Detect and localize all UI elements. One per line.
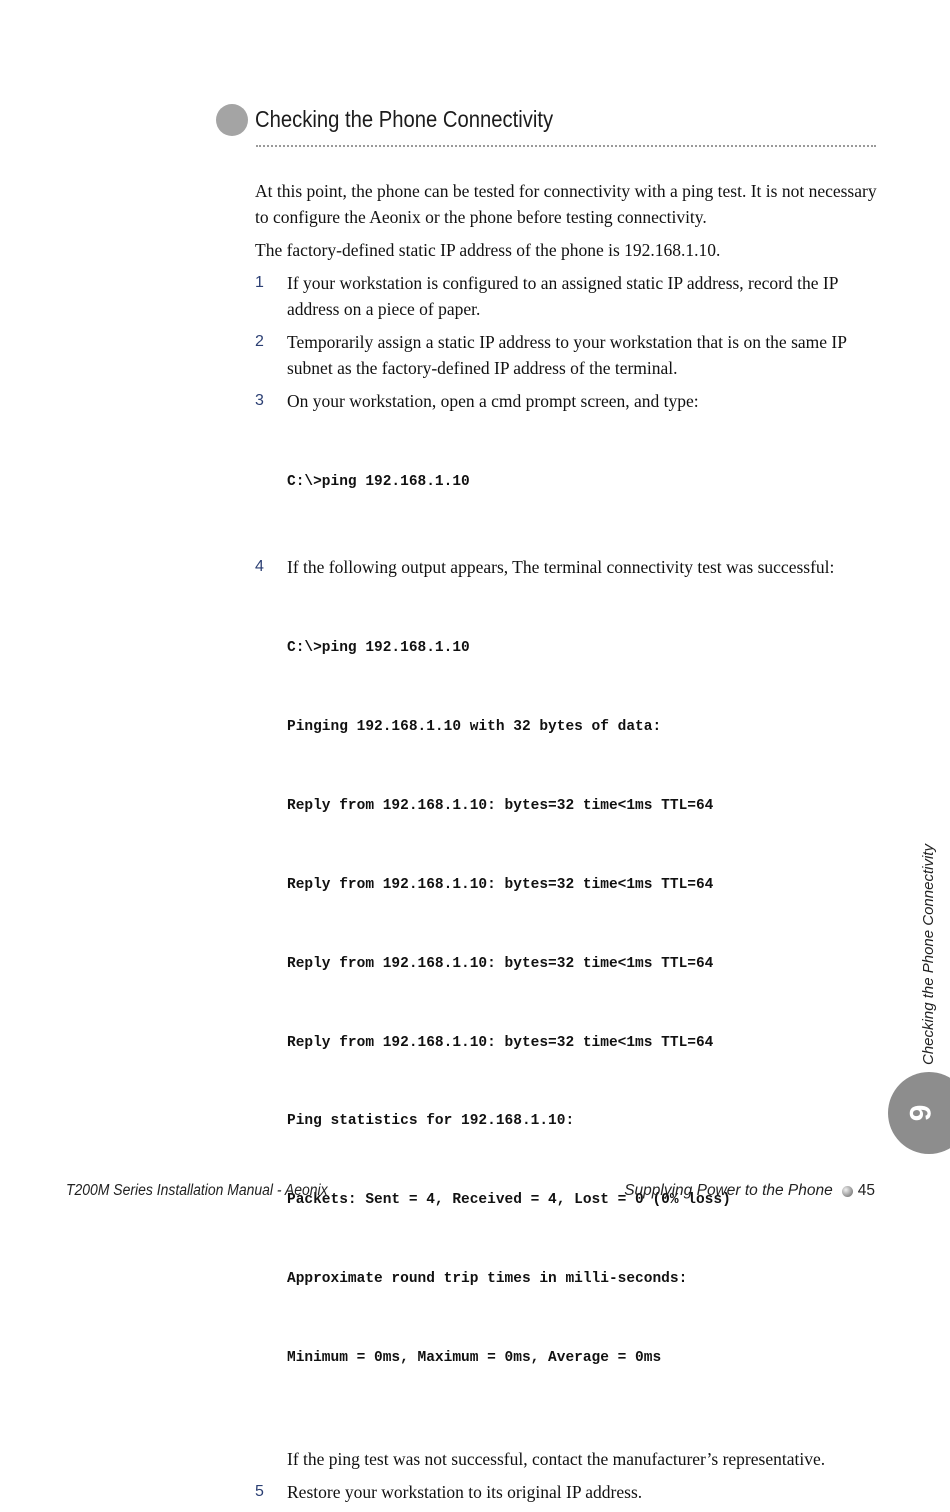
section-bullet-icon xyxy=(216,104,248,136)
page-number: 45 xyxy=(857,1182,875,1199)
code-line: Reply from 192.168.1.10: bytes=32 time<1ms TTL=64 xyxy=(287,955,714,972)
step-text: Temporarily assign a static IP address to your workstation that is on the same IP subnet as the factory-defined IP address of the terminal. xyxy=(287,332,847,378)
step-text: If the following output appears, The terminal connectivity test was successful: xyxy=(287,557,835,578)
chapter-side-title: Checking the Phone Connectivity xyxy=(920,844,937,1065)
step-number: 3 xyxy=(255,392,264,409)
step-number: 5 xyxy=(255,1482,264,1500)
procedure-steps xyxy=(255,270,880,1505)
code-line: Reply from 192.168.1.10: bytes=32 time<1ms TTL=64 xyxy=(287,797,714,814)
footer-page-info xyxy=(624,1182,875,1200)
code-line: Ping statistics for 192.168.1.10: xyxy=(287,1113,575,1130)
command-code-block xyxy=(287,416,880,547)
ping-output-code-block xyxy=(287,582,880,1424)
footer-bullet-icon xyxy=(842,1186,853,1197)
heading-dotted-rule xyxy=(256,145,876,147)
code-line: Minimum = 0ms, Maximum = 0ms, Average = 0ms xyxy=(287,1350,662,1367)
step-1 xyxy=(255,270,880,322)
step-3 xyxy=(255,388,880,547)
intro-paragraph: At this point, the phone can be tested for connectivity with a ping test. It is not necessary to configure the Aeonix or the phone before testing connectivity. xyxy=(255,181,877,227)
page-content xyxy=(255,178,880,1512)
code-line: Pinging 192.168.1.10 with 32 bytes of data: xyxy=(287,718,662,735)
step-number: 1 xyxy=(255,274,264,291)
code-line: C:\>ping 192.168.1.10 xyxy=(287,473,470,490)
step-2 xyxy=(255,329,880,381)
failure-note: If the ping test was not successful, contact the manufacturer’s representative. xyxy=(287,1448,826,1469)
code-line: Approximate round trip times in milli-seconds: xyxy=(287,1271,688,1288)
step-4 xyxy=(255,554,880,1472)
chapter-number: 6 xyxy=(903,1104,936,1122)
code-line: Reply from 192.168.1.10: bytes=32 time<1ms TTL=64 xyxy=(287,876,714,893)
step-number: 4 xyxy=(255,558,264,576)
code-line: C:\>ping 192.168.1.10 xyxy=(287,640,470,657)
intro-ip-paragraph: The factory-defined static IP address of the phone is 192.168.1.10. xyxy=(255,240,721,260)
footer-manual-title: T200M Series Installation Manual - Aeonix xyxy=(66,1182,328,1199)
step-text: On your workstation, open a cmd prompt screen, and type: xyxy=(287,391,699,411)
step-text: Restore your workstation to its original IP address. xyxy=(287,1481,643,1502)
step-number: 2 xyxy=(255,333,264,350)
step-text: If your workstation is configured to an assigned static IP address, record the IP address on a piece of paper. xyxy=(287,273,838,319)
code-line: Packets: Sent = 4, Received = 4, Lost = 0 (0% loss) xyxy=(287,1192,731,1209)
code-line: Reply from 192.168.1.10: bytes=32 time<1ms TTL=64 xyxy=(287,1034,714,1051)
section-heading: Checking the Phone Connectivity xyxy=(255,106,554,132)
step-5 xyxy=(255,1479,880,1505)
footer-section-title: Supplying Power to the Phone xyxy=(624,1182,833,1199)
